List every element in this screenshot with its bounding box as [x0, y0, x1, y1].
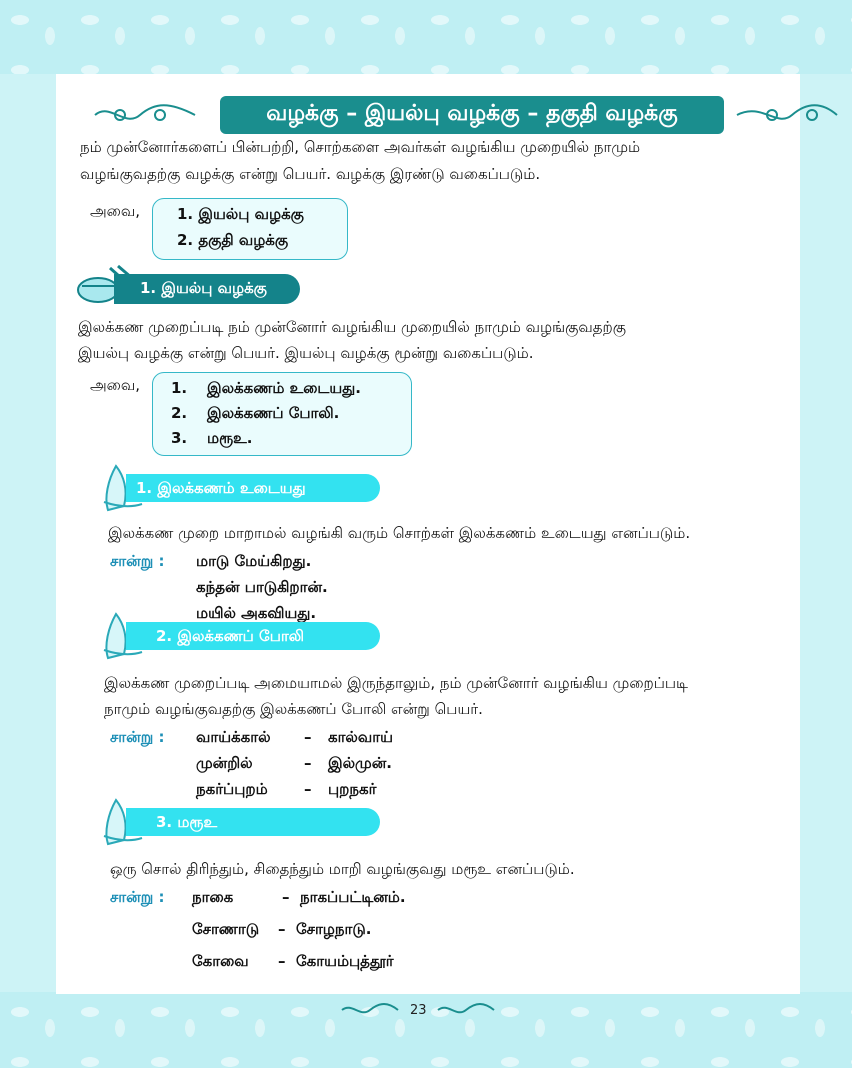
example-dash: – — [278, 920, 286, 938]
example-result: நாகப்பட்டினம். — [300, 888, 406, 906]
example-dash: – — [304, 728, 312, 746]
list-item: 1. இயல்பு வழக்கு — [177, 205, 304, 223]
subheading-ilakkana-poli — [126, 622, 380, 650]
subheading-label: 2. இலக்கணப் போலி — [156, 627, 304, 645]
example-result: கோயம்புத்தூர் — [296, 952, 394, 970]
page-title: வழக்கு – இயல்பு வழக்கு – தகுதி வழக்கு — [220, 96, 724, 134]
list-item-number: 2. — [171, 404, 188, 422]
types-box-2 — [152, 372, 412, 456]
list-item: இலக்கணப் போலி. — [207, 404, 340, 422]
example-result: கால்வாய் — [328, 728, 393, 746]
subheading-maruu — [126, 808, 380, 836]
avai-label-1: அவை, — [90, 202, 140, 220]
example-result: சோழநாடு. — [296, 920, 372, 938]
example-dash: – — [282, 888, 290, 906]
list-item: இலக்கணம் உடையது. — [207, 379, 361, 397]
list-item-number: 1. — [171, 379, 188, 397]
section1-line-2: இயல்பு வழக்கு என்று பெயர். இயல்பு வழக்கு மூன்று வகைப்படும். — [78, 344, 534, 362]
list-item-number: 3. — [171, 429, 188, 447]
left-flourish-icon — [90, 100, 200, 130]
right-flourish-icon — [732, 100, 842, 130]
subheading-label: 3. மரூஉ — [156, 813, 218, 831]
example-result: புறநகர் — [328, 780, 377, 798]
sub1-description: இலக்கண முறை மாறாமல் வழங்கி வரும் சொற்கள் இலக்கணம் உடையது எனப்படும். — [108, 524, 691, 542]
intro-line-2: வழங்குவதற்கு வழக்கு என்று பெயர். வழக்கு இரண்டு வகைப்படும். — [80, 165, 541, 183]
subheading-label: 1. இலக்கணம் உடையது — [136, 479, 306, 497]
example-word: சோணாடு — [192, 920, 260, 938]
list-item: 2. தகுதி வழக்கு — [177, 231, 289, 249]
top-decorative-border — [0, 0, 852, 74]
example-word: நகர்ப்புறம் — [196, 780, 268, 798]
example-dash: – — [304, 754, 312, 772]
right-footer-ornament-icon — [436, 1000, 496, 1020]
section1-line-1: இலக்கண முறைப்படி நம் முன்னோர் வழங்கிய முறையில் நாமும் வழங்குவதற்கு — [78, 318, 626, 336]
sub2-line-2: நாமும் வழங்குவதற்கு இலக்கணப் போலி என்று பெயர். — [104, 700, 483, 718]
section-heading-label: 1. இயல்பு வழக்கு — [140, 279, 267, 297]
page-content — [56, 74, 800, 994]
avai-label-2: அவை, — [90, 376, 140, 394]
sub3-description: ஒரு சொல் திரிந்தும், சிதைந்தும் மாறி வழங்குவது மரூஉ எனப்படும். — [110, 860, 575, 878]
example-word: முன்றில் — [196, 754, 253, 772]
page-number: 23 — [410, 1003, 427, 1018]
subheading-ilakkanam-udaiyathu — [126, 474, 380, 502]
intro-line-1: நம் முன்னோர்களைப் பின்பற்றி, சொற்களை அவர்கள் வழங்கிய முறையில் நாமும் — [80, 138, 641, 156]
example-word: நாகை — [192, 888, 234, 906]
section-heading-iyalbu — [114, 274, 300, 304]
example-label: சான்று : — [110, 888, 165, 906]
example-item: கந்தன் பாடுகிறான். — [196, 578, 328, 596]
example-item: மாடு மேய்கிறது. — [196, 552, 312, 570]
list-item: மரூஉ. — [207, 429, 253, 447]
example-dash: – — [304, 780, 312, 798]
example-result: இல்முன். — [328, 754, 392, 772]
example-word: கோவை — [192, 952, 249, 970]
left-footer-ornament-icon — [340, 1000, 400, 1020]
example-label: சான்று : — [110, 728, 165, 746]
example-item: மயில் அகவியது. — [196, 604, 317, 622]
types-box-1 — [152, 198, 348, 260]
example-dash: – — [278, 952, 286, 970]
example-word: வாய்க்கால் — [196, 728, 271, 746]
sub2-line-1: இலக்கண முறைப்படி அமையாமல் இருந்தாலும், நம் முன்னோர் வழங்கிய முறைப்படி — [104, 674, 688, 692]
example-label: சான்று : — [110, 552, 165, 570]
